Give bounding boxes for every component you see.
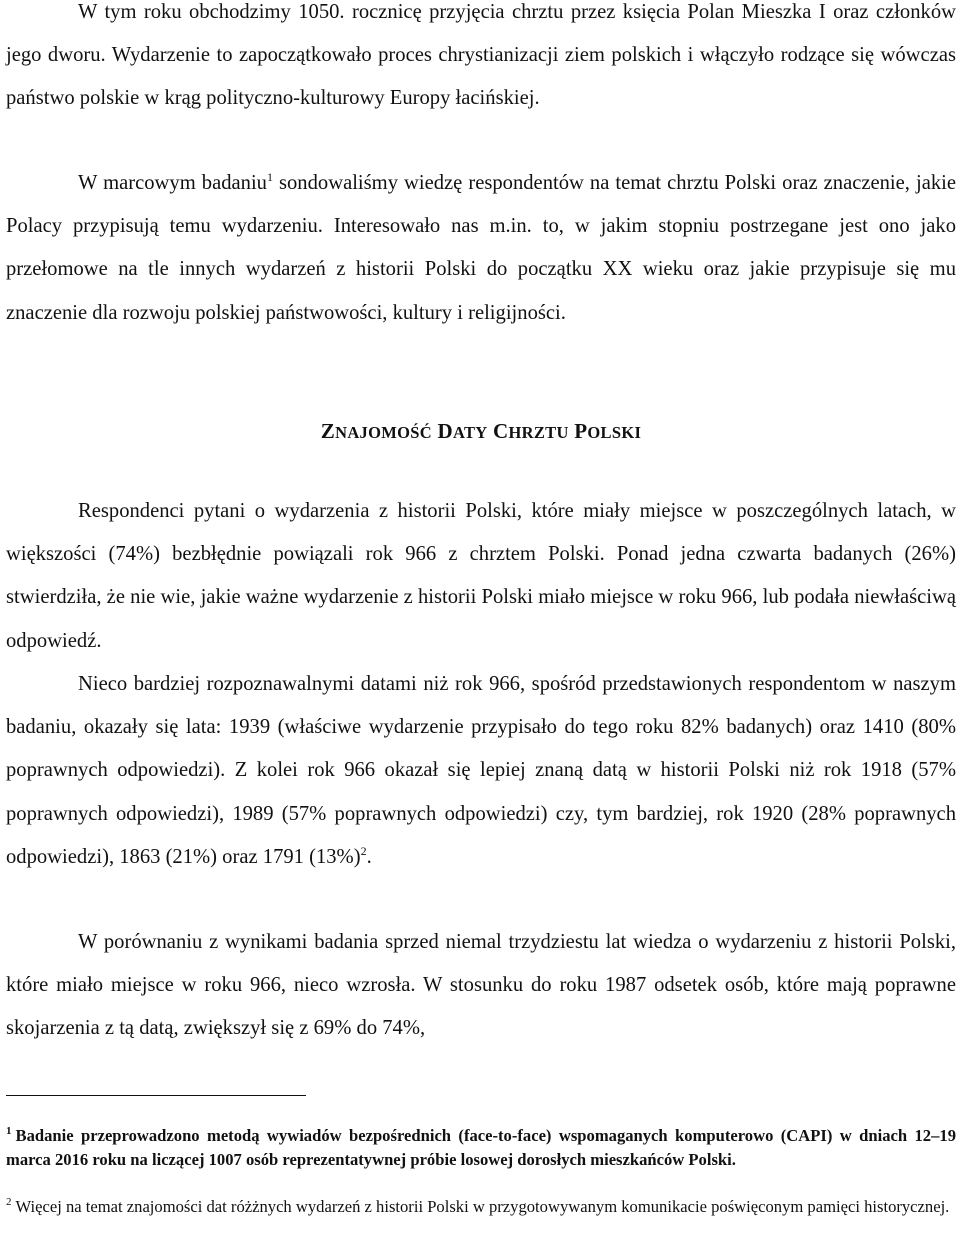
comparison-paragraph xyxy=(6,663,956,879)
study-text-rest: sondowaliśmy wiedzę respondentów na temat chrztu Polski oraz znaczenie, jakie Polacy przypisują temu wydarzeniu. Interesowało nas m.in. to, w jakim stopniu postrzegane jest ono jako przełomowe na tle innych wydarzeń z historii Polski do początku XX wieku oraz jakie przypisuje się mu znaczenie dla rozwoju polskiej państwowości, kultury i religijności. xyxy=(6,172,956,324)
section-heading xyxy=(6,419,956,444)
footnote-text: Badanie przeprowadzono metodą wywiadów bezpośrednich (face-to-face) wspomaganych komputerowo (CAPI) w dniach 12–19 marca 2016 roku na liczącej 1007 osób reprezentatywnej próbie losowej dorosłych mieszkańców Polski. xyxy=(6,1126,956,1170)
intro-paragraph: W tym roku obchodzimy 1050. rocznicę przyjęcia chrztu przez księcia Polan Mieszka I oraz członków jego dworu. Wydarzenie to zapoczątkowało proces chrystianizacji ziem polskich i włączyło rodzące się wówczas państwo polskie w krąg polityczno-kulturowy Europy łacińskiej. xyxy=(6,1,956,110)
heading-rest: ATY xyxy=(452,423,488,442)
heading-cap: Z xyxy=(320,419,336,443)
heading-rest: NAJOMOŚĆ xyxy=(335,423,432,442)
study-paragraph xyxy=(6,162,956,335)
footnote-text: Więcej na temat znajomości dat różżnych wydarzeń z historii Polski w przygotowywanym komunikacie poświęconym pamięci historycznej. xyxy=(15,1197,950,1216)
study-text-start: W marcowym badaniu xyxy=(78,172,267,194)
footnote-1 xyxy=(6,1124,956,1173)
comparison-end: . xyxy=(366,845,372,868)
footnote-ref-2: 2 xyxy=(360,843,367,858)
footnote-number: 1 xyxy=(6,1125,12,1137)
trend-paragraph: W porównaniu z wynikami badania sprzed niemal trzydziestu lat wiedza o wydarzeniu z historii Polski, które miało miejsce w roku 966, nieco wzrosła. W stosunku do roku 1987 odsetek osób, które mają poprawne skojarzenia z tą datą, zwiększył się z 69% do 74%, xyxy=(6,931,956,1040)
footnote-separator xyxy=(6,1095,306,1096)
footnote-2 xyxy=(6,1195,956,1219)
comparison-text: Nieco bardziej rozpoznawalnymi datami niż rok 966, spośród przedstawionych respondentom w naszym badaniu, okazały się lata: 1939 (właściwe wydarzenie przypisało do tego roku 82% badanych) oraz 1410 (80% poprawnych odpowiedzi). Z kolei rok 966 okazał się lepiej znaną datą w historii Polski niż rok 1918 (57% poprawnych odpowiedzi), 1989 (57% poprawnych odpowiedzi) czy, tym bardziej, rok 1920 (28% poprawnych odpowiedzi), 1863 (21%) oraz 1791 (13%) xyxy=(6,673,956,868)
heading-cap: C xyxy=(493,419,509,443)
heading-cap: P xyxy=(574,419,588,443)
heading-cap: D xyxy=(437,419,453,443)
footnote-number: 2 xyxy=(6,1196,12,1208)
heading-rest: HRZTU xyxy=(508,423,569,442)
footnote-ref-1: 1 xyxy=(266,170,273,184)
heading-rest: OLSKI xyxy=(587,423,642,442)
results-paragraph: Respondenci pytani o wydarzenia z historii Polski, które miały miejsce w poszczególnych latach, w większości (74%) bezbłędnie powiązali rok 966 z chrztem Polski. Ponad jedna czwarta badanych (26%) stwierdziła, że nie wie, jakie ważne wydarzenie z historii Polski miało miejsce w roku 966, lub podała niewłaściwą odpowiedź. xyxy=(6,500,956,652)
